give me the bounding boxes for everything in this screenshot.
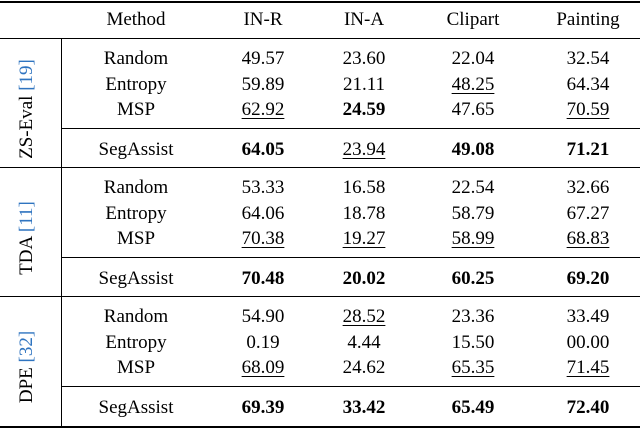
table-row-painting: 71.45 bbox=[566, 357, 610, 378]
group-separator bbox=[0, 296, 640, 297]
ours-separator bbox=[62, 257, 640, 258]
group-method-name: ZS-Eval bbox=[16, 95, 37, 159]
group-separator bbox=[0, 167, 640, 168]
ours-separator bbox=[62, 128, 640, 129]
group-method-name: DPE bbox=[16, 367, 37, 404]
group-label bbox=[13, 330, 41, 404]
table-row-in-r: 70.38 bbox=[241, 228, 285, 249]
table-row-clipart: 48.25 bbox=[451, 74, 495, 95]
table-row-painting: 33.49 bbox=[566, 306, 610, 327]
table-row-in-a: 16.58 bbox=[342, 177, 386, 198]
table-row-in-r: 68.09 bbox=[241, 357, 285, 378]
ours-row-clipart: 60.25 bbox=[451, 268, 495, 289]
table-row-clipart: 15.50 bbox=[451, 332, 495, 353]
table-row-clipart: 22.04 bbox=[451, 48, 495, 69]
header-col-in-a: IN-A bbox=[343, 9, 385, 30]
ours-row-method: SegAssist bbox=[98, 397, 174, 418]
table-row-clipart: 47.65 bbox=[451, 99, 495, 120]
table-row-method: MSP bbox=[116, 228, 156, 249]
ours-separator bbox=[62, 386, 640, 387]
table-row-method: Random bbox=[103, 177, 169, 198]
table-row-method: Entropy bbox=[105, 203, 167, 224]
ours-row-in-a: 23.94 bbox=[342, 139, 386, 160]
ours-row-clipart: 65.49 bbox=[451, 397, 495, 418]
table-row-method: Entropy bbox=[105, 332, 167, 353]
table-row-method: Random bbox=[103, 48, 169, 69]
table-row-method: Entropy bbox=[105, 74, 167, 95]
ours-row-clipart: 49.08 bbox=[451, 139, 495, 160]
table-row-painting: 70.59 bbox=[566, 99, 610, 120]
ours-row-in-a: 20.02 bbox=[342, 268, 386, 289]
table-row-in-a: 18.78 bbox=[342, 203, 386, 224]
group-citation: [11] bbox=[16, 201, 37, 233]
bottom-rule bbox=[0, 426, 640, 428]
table-row-in-r: 59.89 bbox=[241, 74, 285, 95]
ours-row-in-r: 69.39 bbox=[241, 397, 285, 418]
table-row-in-r: 62.92 bbox=[241, 99, 285, 120]
table-row-painting: 68.83 bbox=[566, 228, 610, 249]
table-row-in-a: 24.59 bbox=[342, 99, 386, 120]
table-row-in-a: 24.62 bbox=[342, 357, 386, 378]
group-label bbox=[13, 59, 41, 159]
table-row-in-r: 54.90 bbox=[241, 306, 285, 327]
header-col-clipart: Clipart bbox=[446, 9, 500, 30]
group-label-text bbox=[13, 331, 41, 403]
table-row-painting: 00.00 bbox=[566, 332, 610, 353]
table-row-painting: 32.54 bbox=[566, 48, 610, 69]
table-row-in-a: 19.27 bbox=[342, 228, 386, 249]
ours-row-method: SegAssist bbox=[98, 268, 174, 289]
header-col-in-r: IN-R bbox=[243, 9, 283, 30]
header-col-painting: Painting bbox=[556, 9, 620, 30]
table-row-method: MSP bbox=[116, 99, 156, 120]
table-row-painting: 67.27 bbox=[566, 203, 610, 224]
table-row-in-r: 49.57 bbox=[241, 48, 285, 69]
table-row-clipart: 22.54 bbox=[451, 177, 495, 198]
table-row-method: Random bbox=[103, 306, 169, 327]
table-row-painting: 64.34 bbox=[566, 74, 610, 95]
table-row-in-r: 0.19 bbox=[246, 332, 280, 353]
ours-row-painting: 71.21 bbox=[566, 139, 610, 160]
table-row-in-a: 23.60 bbox=[342, 48, 386, 69]
table-row-painting: 32.66 bbox=[566, 177, 610, 198]
table-row-in-r: 53.33 bbox=[241, 177, 285, 198]
group-label-text bbox=[13, 201, 41, 275]
table-row-clipart: 58.99 bbox=[451, 228, 495, 249]
ours-row-in-r: 70.48 bbox=[241, 268, 285, 289]
table-row-in-a: 28.52 bbox=[342, 306, 386, 327]
table-row-in-a: 4.44 bbox=[347, 332, 381, 353]
table-row-in-a: 21.11 bbox=[342, 74, 386, 95]
ours-row-in-r: 64.05 bbox=[241, 139, 285, 160]
header-method: Method bbox=[106, 9, 166, 30]
group-label bbox=[13, 201, 41, 275]
table-row-clipart: 23.36 bbox=[451, 306, 495, 327]
table-row-in-r: 64.06 bbox=[241, 203, 285, 224]
ours-row-painting: 72.40 bbox=[566, 397, 610, 418]
table-row-clipart: 58.79 bbox=[451, 203, 495, 224]
table-row-method: MSP bbox=[116, 357, 156, 378]
group-citation: [32] bbox=[16, 330, 37, 363]
ours-row-painting: 69.20 bbox=[566, 268, 610, 289]
header-rule bbox=[0, 38, 640, 39]
table-row-clipart: 65.35 bbox=[451, 357, 495, 378]
group-label-text bbox=[13, 59, 41, 159]
ours-row-method: SegAssist bbox=[98, 139, 174, 160]
group-method-name: TDA bbox=[16, 236, 37, 275]
group-citation: [19] bbox=[16, 59, 37, 91]
ours-row-in-a: 33.42 bbox=[342, 397, 386, 418]
top-rule bbox=[0, 1, 640, 3]
